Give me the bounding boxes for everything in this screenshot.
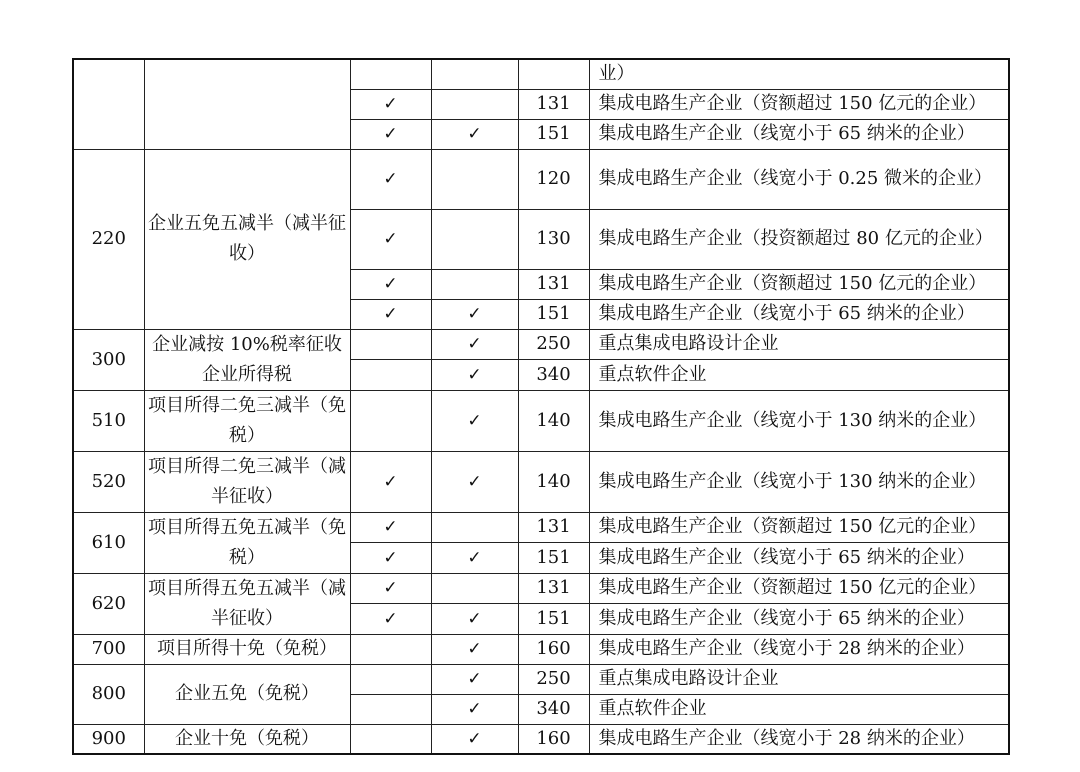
row-number-cell: 900 <box>73 724 144 754</box>
code-cell: 151 <box>518 299 589 329</box>
description-cell: 集成电路生产企业（投资额超过 80 亿元的企业） <box>589 209 1009 269</box>
row-number-cell: 300 <box>73 329 144 390</box>
code-cell: 160 <box>518 634 589 664</box>
checkmark-cell <box>431 573 518 604</box>
check-mark-icon: ✓ <box>350 89 431 119</box>
preference-name-cell <box>144 59 350 149</box>
checkmark-cell <box>350 634 431 664</box>
description-cell: 重点集成电路设计企业 <box>589 329 1009 360</box>
description-cell: 集成电路生产企业（线宽小于 28 纳米的企业） <box>589 724 1009 754</box>
preference-name-cell: 企业五免（免税） <box>144 664 350 724</box>
checkmark-cell <box>350 360 431 391</box>
check-mark-icon: ✓ <box>431 360 518 391</box>
description-cell: 集成电路生产企业（线宽小于 130 纳米的企业） <box>589 451 1009 512</box>
code-cell: 140 <box>518 390 589 451</box>
preference-name-cell: 项目所得五免五减半（减半征收） <box>144 573 350 634</box>
check-mark-icon: ✓ <box>431 119 518 149</box>
check-mark-icon: ✓ <box>431 299 518 329</box>
table-row <box>73 390 1009 451</box>
table-row <box>73 149 1009 209</box>
description-cell: 集成电路生产企业（线宽小于 65 纳米的企业） <box>589 543 1009 574</box>
description-cell: 集成电路生产企业（线宽小于 65 纳米的企业） <box>589 119 1009 149</box>
code-cell: 151 <box>518 604 589 635</box>
description-cell: 集成电路生产企业（线宽小于 65 纳米的企业） <box>589 299 1009 329</box>
table-row <box>73 573 1009 604</box>
check-mark-icon: ✓ <box>350 512 431 543</box>
description-cell: 重点集成电路设计企业 <box>589 664 1009 694</box>
table-row <box>73 451 1009 512</box>
description-cell: 重点软件企业 <box>589 694 1009 724</box>
code-cell: 131 <box>518 269 589 299</box>
code-cell: 131 <box>518 512 589 543</box>
row-number-cell: 220 <box>73 149 144 329</box>
check-mark-icon: ✓ <box>431 329 518 360</box>
check-mark-icon: ✓ <box>431 390 518 451</box>
description-cell: 集成电路生产企业（资额超过 150 亿元的企业） <box>589 512 1009 543</box>
preference-name-cell: 企业十免（免税） <box>144 724 350 754</box>
code-cell: 151 <box>518 119 589 149</box>
row-number-cell: 800 <box>73 664 144 724</box>
preference-name-cell: 企业减按 10%税率征收企业所得税 <box>144 329 350 390</box>
code-cell: 250 <box>518 664 589 694</box>
code-cell: 130 <box>518 209 589 269</box>
check-mark-icon: ✓ <box>431 634 518 664</box>
description-cell: 集成电路生产企业（线宽小于 130 纳米的企业） <box>589 390 1009 451</box>
checkmark-cell <box>431 209 518 269</box>
code-cell: 151 <box>518 543 589 574</box>
row-number-cell: 520 <box>73 451 144 512</box>
checkmark-cell <box>431 59 518 89</box>
checkmark-cell <box>350 694 431 724</box>
preference-name-cell: 项目所得二免三减半（免税） <box>144 390 350 451</box>
check-mark-icon: ✓ <box>350 543 431 574</box>
code-cell: 131 <box>518 89 589 119</box>
table-row <box>73 59 1009 89</box>
check-mark-icon: ✓ <box>350 451 431 512</box>
check-mark-icon: ✓ <box>350 149 431 209</box>
description-cell: 集成电路生产企业（资额超过 150 亿元的企业） <box>589 269 1009 299</box>
description-cell: 集成电路生产企业（资额超过 150 亿元的企业） <box>589 573 1009 604</box>
description-cell: 业） <box>589 59 1009 89</box>
code-cell: 340 <box>518 360 589 391</box>
description-cell: 集成电路生产企业（资额超过 150 亿元的企业） <box>589 89 1009 119</box>
description-cell: 重点软件企业 <box>589 360 1009 391</box>
check-mark-icon: ✓ <box>431 451 518 512</box>
table-row <box>73 634 1009 664</box>
preference-name-cell: 企业五免五减半（减半征收） <box>144 149 350 329</box>
check-mark-icon: ✓ <box>350 119 431 149</box>
check-mark-icon: ✓ <box>431 543 518 574</box>
row-number-cell: 700 <box>73 634 144 664</box>
checkmark-cell <box>350 664 431 694</box>
description-cell: 集成电路生产企业（线宽小于 28 纳米的企业） <box>589 634 1009 664</box>
row-number-cell: 610 <box>73 512 144 573</box>
preferential-tax-table <box>72 58 1010 755</box>
check-mark-icon: ✓ <box>431 664 518 694</box>
code-cell: 131 <box>518 573 589 604</box>
table-row <box>73 512 1009 543</box>
checkmark-cell <box>431 89 518 119</box>
check-mark-icon: ✓ <box>350 573 431 604</box>
code-cell <box>518 59 589 89</box>
code-cell: 340 <box>518 694 589 724</box>
checkmark-cell <box>350 390 431 451</box>
checkmark-cell <box>431 269 518 299</box>
row-number-cell: 510 <box>73 390 144 451</box>
table-row <box>73 329 1009 360</box>
checkmark-cell <box>431 512 518 543</box>
table-row <box>73 664 1009 694</box>
checkmark-cell <box>350 724 431 754</box>
check-mark-icon: ✓ <box>350 209 431 269</box>
check-mark-icon: ✓ <box>350 604 431 635</box>
check-mark-icon: ✓ <box>431 604 518 635</box>
checkmark-cell <box>431 149 518 209</box>
description-cell: 集成电路生产企业（线宽小于 65 纳米的企业） <box>589 604 1009 635</box>
code-cell: 160 <box>518 724 589 754</box>
row-number-cell: 620 <box>73 573 144 634</box>
preference-name-cell: 项目所得十免（免税） <box>144 634 350 664</box>
code-cell: 140 <box>518 451 589 512</box>
checkmark-cell <box>350 59 431 89</box>
description-cell: 集成电路生产企业（线宽小于 0.25 微米的企业） <box>589 149 1009 209</box>
check-mark-icon: ✓ <box>431 724 518 754</box>
check-mark-icon: ✓ <box>350 299 431 329</box>
check-mark-icon: ✓ <box>431 694 518 724</box>
check-mark-icon: ✓ <box>350 269 431 299</box>
preference-name-cell: 项目所得五免五减半（免税） <box>144 512 350 573</box>
row-number-cell <box>73 59 144 149</box>
table-row <box>73 724 1009 754</box>
code-cell: 250 <box>518 329 589 360</box>
code-cell: 120 <box>518 149 589 209</box>
preference-name-cell: 项目所得二免三减半（减半征收） <box>144 451 350 512</box>
checkmark-cell <box>350 329 431 360</box>
